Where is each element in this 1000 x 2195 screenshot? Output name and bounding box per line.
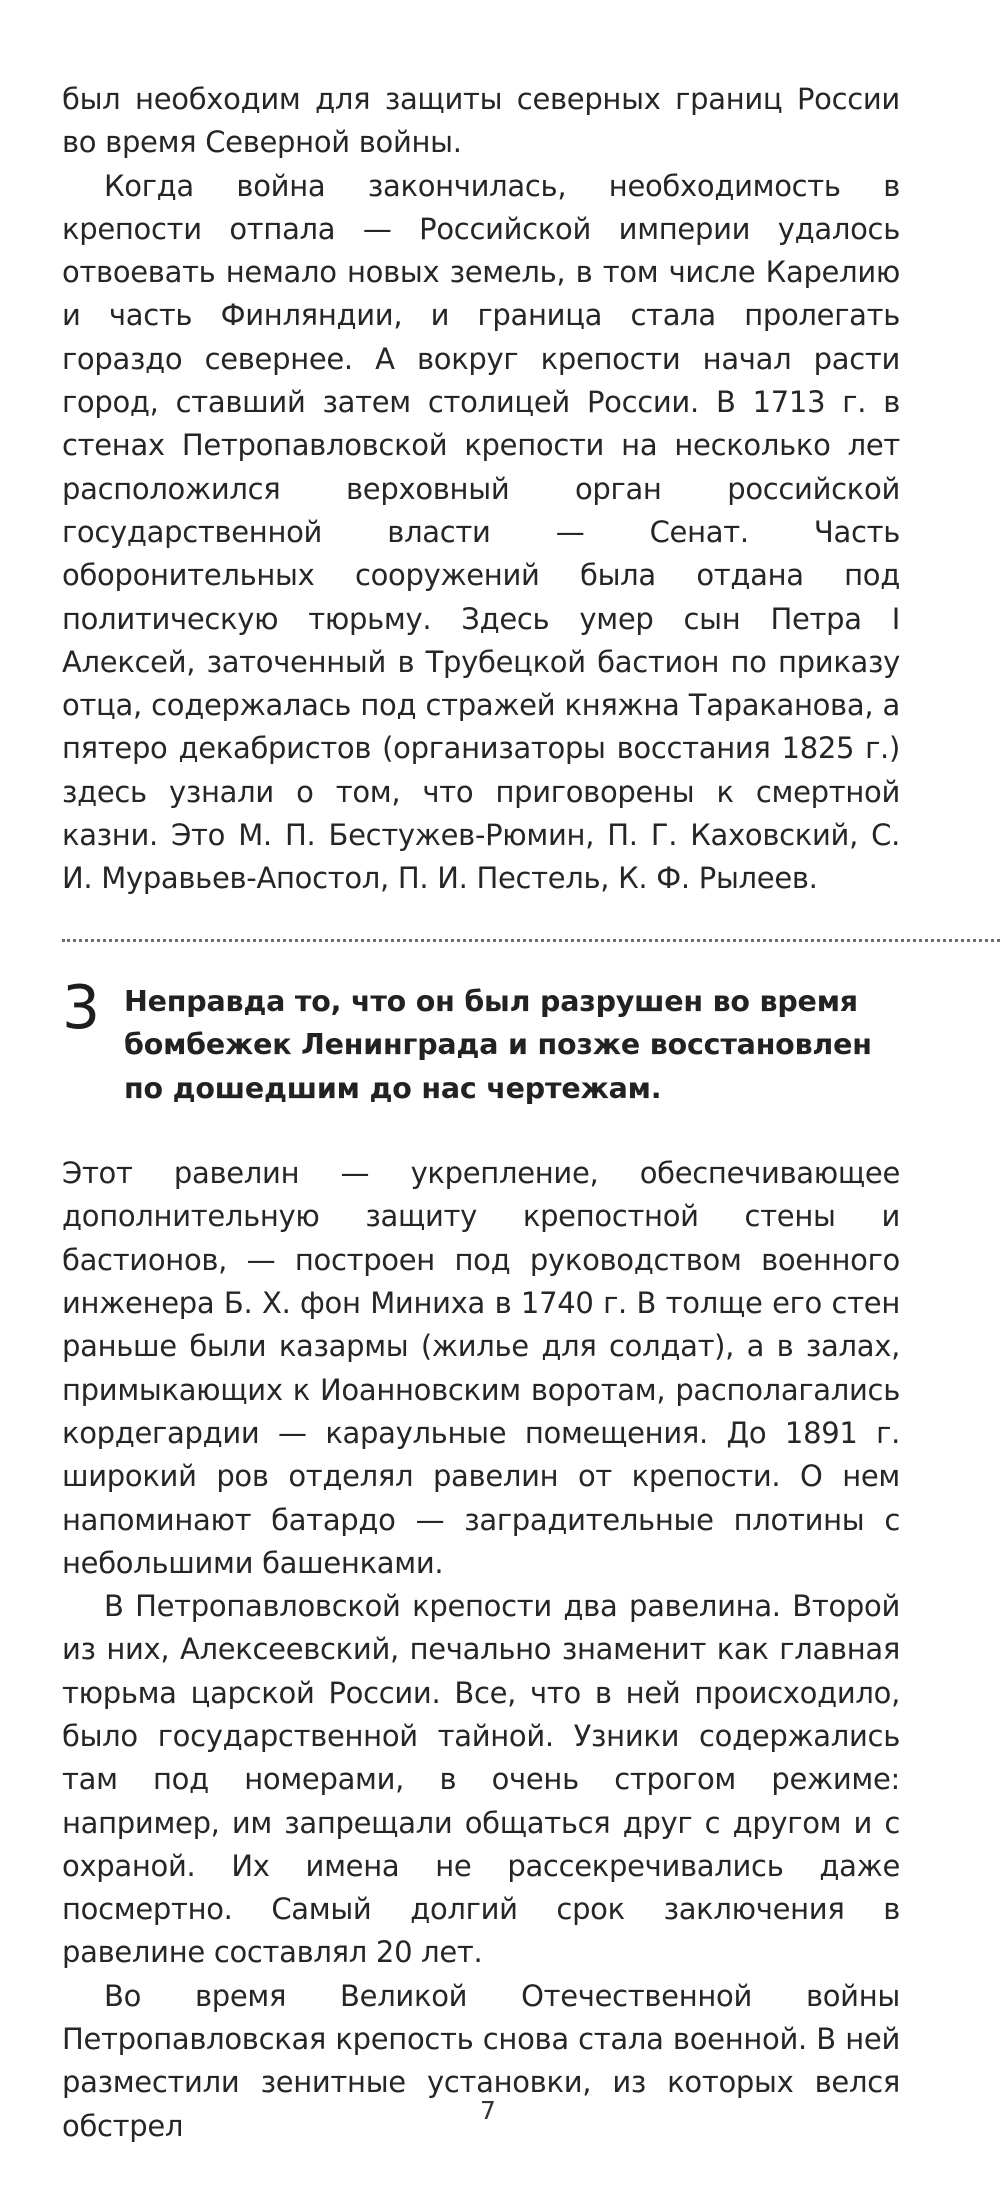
fact-number: 3 xyxy=(62,972,101,1043)
page-content xyxy=(62,78,900,2148)
body-paragraph-2: В Петропавловской крепости два равелина. Второй из них, Алексеевский, печально знаменит как главная тюрьма царской России. Все, что в ней происходило, было государственной тайной. Узники содержались там под номерами, в очень строгом режиме: например, им запрещали общаться друг с другом и с охраной. Их имена не рассекречивались даже посмертно. Самый долгий срок заключения в равелине составлял 20 лет. xyxy=(62,1589,900,1970)
body-paragraph-3: Во время Великой Отечественной войны Петропавловская крепость снова стала военной. В ней разместили зенитные установки, из которых велся обстрел xyxy=(62,1978,900,2143)
fact-title: Неправда то, что он был разрушен во время бомбежек Ленинграда и позже восстановлен по дошедшим до нас чертежам. xyxy=(124,984,872,1105)
fact-heading xyxy=(62,972,900,1111)
body-paragraph-1: Этот равелин — укрепление, обеспечивающее дополнительную защиту крепостной стены и бастионов, — построен под руководством военного инженера Б. Х. фон Миниха в 1740 г. В толще его стен раньше были казармы (жилье для солдат), а в залах, примыкающих к Иоанновским воротам, располагались кордегардии — караульные помещения. До 1891 г. широкий ров отделял равелин от крепости. О нем напоминают батардо — заградительные плотины с небольшими башенками. xyxy=(62,1156,900,1580)
intro-paragraph-1: был необходим для защиты северных границ России во время Северной войны. xyxy=(62,82,900,160)
intro-paragraph-2: Когда война закончилась, необходимость в крепости отпала — Российской империи удалось отвоевать немало новых земель, в том числе Карелию и часть Финляндии, и граница стала пролегать гораздо севернее. А вокруг крепости начал расти город, ставший затем столицей России. В 1713 г. в стенах Петропавловской крепости на несколько лет расположился верховный орган российской государственной власти — Сенат. Часть оборонительных сооружений была отдана под политическую тюрьму. Здесь умер сын Петра I Алексей, заточенный в Трубецкой бастион по приказу отца, содержалась под стражей княжна Тараканова, а пятеро декабристов (организаторы восстания 1825 г.) здесь узнали о том, что приговорены к смертной казни. Это М. П. Бестужев-Рюмин, П. Г. Каховский, С. И. Муравьев-Апостол, П. И. Пестель, К. Ф. Рылеев. xyxy=(62,168,900,896)
dotted-divider xyxy=(62,939,1000,942)
page-number: 7 xyxy=(480,2096,496,2125)
